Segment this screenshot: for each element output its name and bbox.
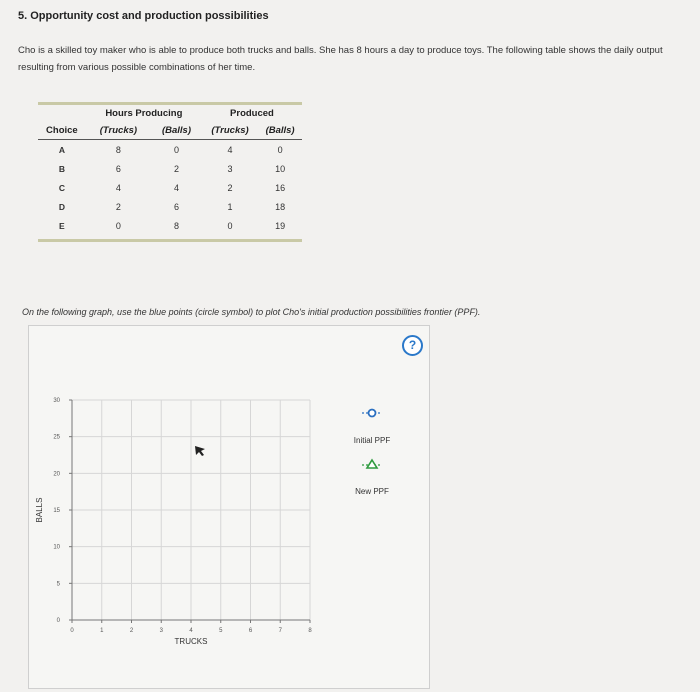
header-produced: Produced	[230, 108, 274, 119]
page-title: 5. Opportunity cost and production possibilities	[18, 10, 269, 22]
produced-trucks-cell: 2	[227, 182, 233, 193]
intro-text: Cho is a skilled toy maker who is able to produce both trucks and balls. She has 8 hours a day to produce toys. The following table shows the daily output resulting from various possible combinations of her time.	[18, 45, 663, 73]
y-tick-label: 30	[53, 398, 60, 404]
header-hours-producing: Hours Producing	[105, 108, 183, 119]
y-axis-label: BALLS	[35, 497, 44, 523]
hours-balls-cell: 8	[173, 220, 179, 231]
y-tick-label: 5	[56, 581, 60, 588]
produced-balls-cell: 18	[275, 201, 286, 212]
produced-balls-cell: 19	[275, 220, 286, 231]
hours-trucks-cell: 0	[115, 220, 121, 231]
y-tick-label: 20	[53, 471, 60, 478]
hours-balls-cell: 4	[173, 182, 179, 193]
choice-cell: A	[38, 140, 86, 160]
hours-trucks-cell: 6	[115, 163, 121, 174]
y-tick-label: 0	[56, 618, 60, 624]
graph-ticks	[53, 398, 312, 634]
legend-new-label: New PPF	[355, 487, 389, 496]
hours-trucks-cell: 4	[115, 182, 121, 193]
x-tick-label: 4	[189, 628, 193, 634]
new-ppf-triangle-icon[interactable]	[367, 460, 377, 468]
x-tick-label: 8	[308, 628, 312, 634]
header-hours-balls: (Balls)	[161, 125, 192, 136]
graph-instruction: On the following graph, use the blue points (circle symbol) to plot Cho's initial production possibilities frontier (PPF).	[22, 307, 481, 317]
produced-trucks-cell: 4	[202, 140, 258, 160]
hours-trucks-cell: 2	[115, 201, 121, 212]
x-axis-label: TRUCKS	[174, 637, 208, 646]
header-produced-trucks: (Trucks)	[211, 125, 249, 136]
x-tick-label: 5	[219, 628, 223, 634]
x-tick-label: 1	[100, 628, 104, 634]
hours-balls-cell: 6	[173, 201, 179, 212]
cursor-icon	[195, 446, 205, 456]
graph-grid	[72, 400, 310, 620]
header-produced-balls: (Balls)	[265, 125, 295, 136]
y-tick-label: 10	[53, 544, 60, 551]
choice-cell: D	[58, 201, 65, 212]
header-hours-trucks: (Trucks)	[99, 125, 138, 136]
x-tick-label: 2	[129, 628, 134, 634]
legend-new-ppf-tool[interactable]	[355, 460, 389, 496]
choice-cell: B	[58, 163, 65, 174]
hours-balls-cell: 2	[173, 163, 179, 174]
y-tick-label: 25	[53, 434, 60, 441]
produced-balls-cell: 16	[275, 182, 286, 193]
produced-trucks-cell: 0	[227, 220, 233, 231]
x-tick-label: 0	[70, 628, 74, 634]
produced-trucks-cell: 3	[227, 163, 233, 174]
produced-balls-cell: 0	[258, 140, 302, 160]
y-tick-label: 15	[53, 508, 60, 514]
legend-initial-label: Initial PPF	[353, 436, 391, 445]
hours-trucks-cell: 8	[86, 140, 151, 160]
x-tick-label: 3	[159, 628, 163, 634]
choice-cell: E	[59, 220, 65, 231]
produced-trucks-cell: 1	[227, 201, 233, 212]
produced-balls-cell: 10	[275, 163, 286, 174]
help-icon[interactable]: ?	[402, 335, 423, 356]
initial-ppf-circle-icon[interactable]	[369, 410, 376, 417]
hours-balls-cell: 0	[151, 140, 202, 160]
choice-cell: C	[58, 182, 65, 193]
legend-initial-ppf-tool[interactable]	[354, 410, 391, 446]
x-tick-label: 6	[248, 628, 253, 634]
header-choice: Choice	[46, 125, 78, 136]
x-tick-label: 7	[278, 628, 282, 634]
